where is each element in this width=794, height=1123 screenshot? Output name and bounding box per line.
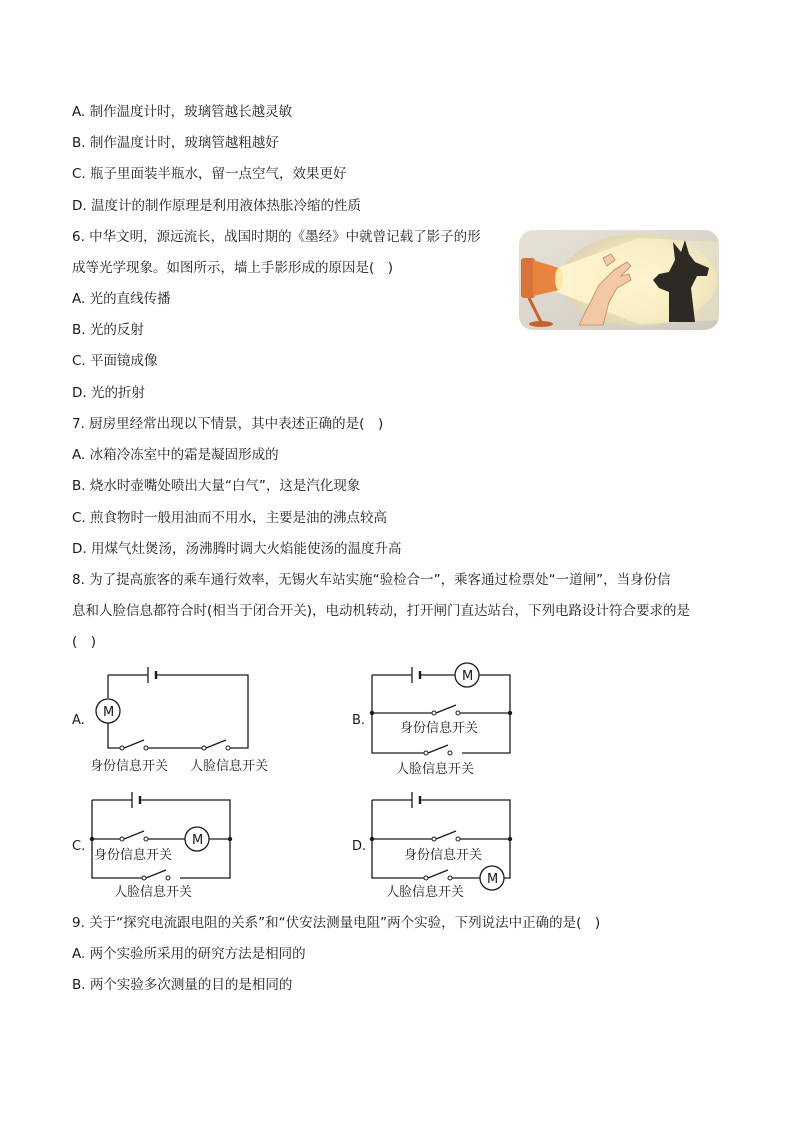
circuit-a-switch1-label: 身份信息开关 [90, 759, 169, 774]
circuit-d-letter: D. [352, 839, 367, 854]
circuit-d-switch1-label: 身份信息开关 [404, 848, 483, 863]
q5-option-b: B. 制作温度计时，玻璃管越粗越好 [72, 135, 279, 151]
hand-shadow-illustration [519, 230, 719, 330]
q7-stem: 7. 厨房里经常出现以下情景，其中表述正确的是( ) [72, 416, 384, 432]
q8-stem-line1: 8. 为了提高旅客的乘车通行效率，无锡火车站实施“验检合一”，乘客通过检票处“一道闸”，当身份信 [72, 572, 671, 588]
q7-option-b: B. 烧水时壶嘴处喷出大量“白气”，这是汽化现象 [72, 478, 361, 494]
q5-option-d: D. 温度计的制作原理是利用液体热胀冷缩的性质 [72, 198, 361, 214]
circuit-d-switch2-label: 人脸信息开关 [386, 885, 465, 900]
circuit-b-letter: B. [352, 713, 366, 728]
circuit-b-switch2-label: 人脸信息开关 [396, 762, 475, 777]
q6-stem-line2: 成等光学现象。如图所示，墙上手影形成的原因是( ) [72, 260, 394, 276]
q9-stem: 9. 关于“探究电流跟电阻的关系”和“伏安法测量电阻”两个实验，下列说法中正确的是( ) [72, 915, 601, 931]
q7-option-a: A. 冰箱冷冻室中的霜是凝固形成的 [72, 447, 279, 463]
circuit-a-switch2-label: 人脸信息开关 [190, 759, 269, 774]
q6-option-a: A. 光的直线传播 [72, 291, 171, 307]
motor-label: M [192, 833, 204, 848]
circuit-c [70, 788, 270, 903]
q9-option-b: B. 两个实验多次测量的目的是相同的 [72, 977, 293, 993]
circuit-c-letter: C. [72, 839, 86, 854]
q6-option-b: B. 光的反射 [72, 322, 144, 338]
circuit-a [70, 660, 300, 780]
q7-option-c: C. 煎食物时一般用油而不用水，主要是油的沸点较高 [72, 510, 388, 526]
circuit-a-letter: A. [72, 713, 85, 728]
circuit-b [350, 660, 530, 780]
q5-option-a: A. 制作温度计时，玻璃管越长越灵敏 [72, 104, 293, 120]
q7-option-d: D. 用煤气灶煲汤，汤沸腾时调大火焰能使汤的温度升高 [72, 541, 402, 557]
motor-label: M [103, 705, 115, 720]
circuit-d [350, 788, 540, 903]
motor-label: M [487, 872, 499, 887]
q8-stem-line3: ( ) [72, 634, 97, 650]
circuit-b-switch1-label: 身份信息开关 [400, 721, 479, 736]
q6-option-c: C. 平面镜成像 [72, 353, 158, 369]
q8-stem-line2: 息和人脸信息都符合时(相当于闭合开关)，电动机转动，打开闸门直达站台，下列电路设计符合要求的是 [72, 603, 691, 619]
q5-option-c: C. 瓶子里面装半瓶水，留一点空气，效果更好 [72, 166, 347, 182]
q6-stem-line1: 6. 中华文明，源远流长，战国时期的《墨经》中就曾记载了影子的形 [72, 229, 481, 245]
q9-option-a: A. 两个实验所采用的研究方法是相同的 [72, 946, 306, 962]
circuit-c-switch2-label: 人脸信息开关 [114, 885, 193, 900]
q6-option-d: D. 光的折射 [72, 385, 145, 401]
motor-label: M [462, 669, 474, 684]
circuit-c-switch1-label: 身份信息开关 [94, 848, 173, 863]
